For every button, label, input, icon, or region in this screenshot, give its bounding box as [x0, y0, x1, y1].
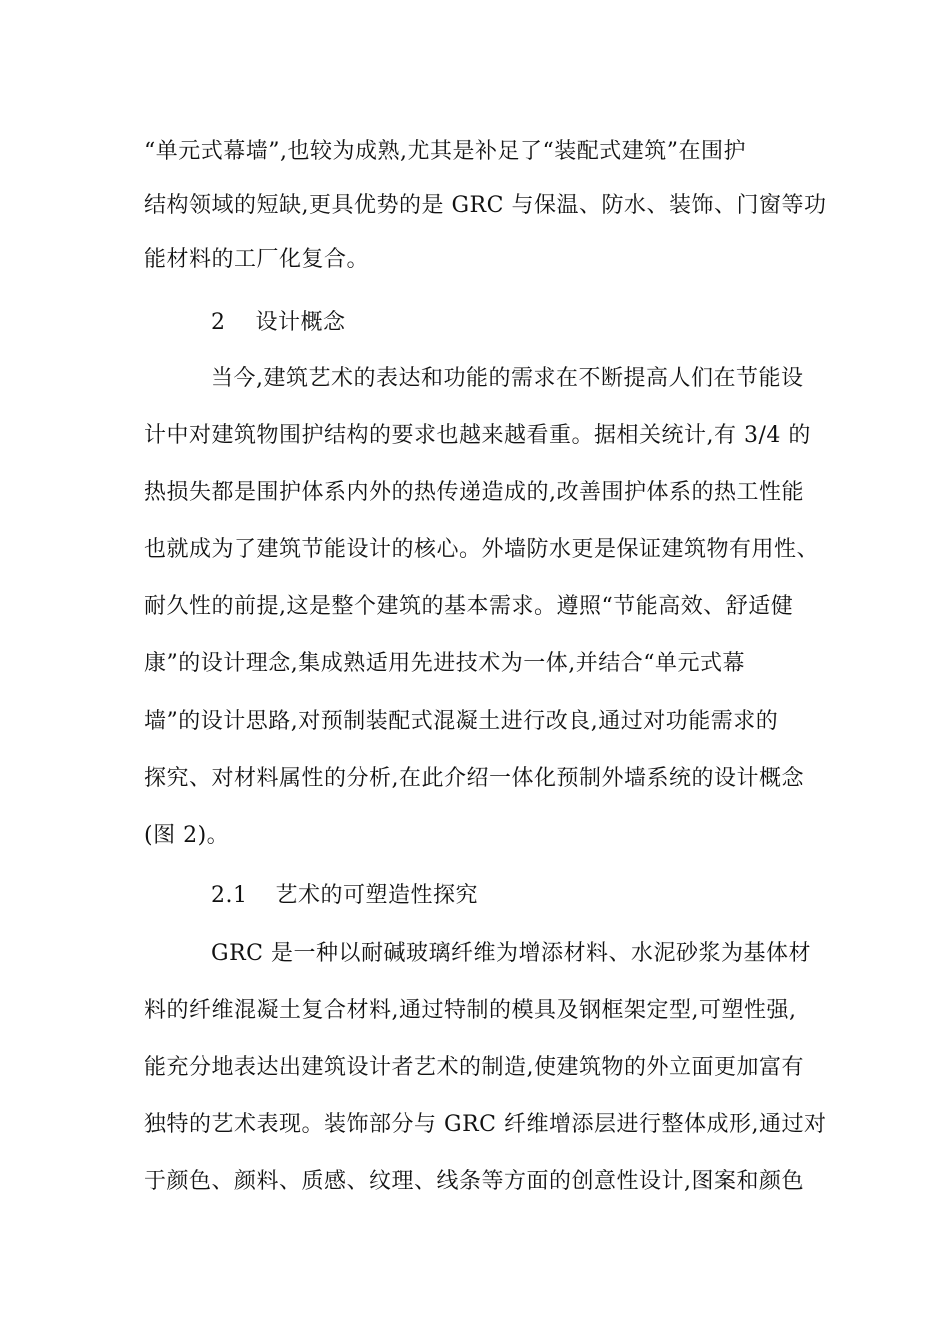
section-heading-2-1	[211, 883, 478, 909]
subsection-title: 艺术的可塑造性探究	[275, 883, 479, 908]
paragraph-3-line-2: 料的纤维混凝土复合材料,通过特制的模具及钢框架定型,可塑性强,	[144, 998, 797, 1023]
paragraph-2-line-7: 墙”的设计思路,对预制装配式混凝土进行改良,通过对功能需求的	[144, 709, 779, 734]
paragraph-2-line-8: 探究、对材料属性的分析,在此介绍一体化预制外墙系统的设计概念	[144, 766, 804, 791]
paragraph-2-line-6: 康”的设计理念,集成熟适用先进技术为一体,并结合“单元式幕	[144, 651, 745, 676]
section-number: 2	[211, 310, 226, 335]
section-title: 设计概念	[255, 310, 346, 335]
paragraph-2-line-1: 当今,建筑艺术的表达和功能的需求在不断提高人们在节能设	[211, 366, 804, 391]
paragraph-2-line-3: 热损失都是围护体系内外的热传递造成的,改善围护体系的热工性能	[144, 480, 804, 505]
paragraph-2-line-5: 耐久性的前提,这是整个建筑的基本需求。遵照“节能高效、舒适健	[144, 594, 794, 619]
paragraph-3-line-1: GRC 是一种以耐碱玻璃纤维为增添材料、水泥砂浆为基体材	[211, 941, 811, 966]
paragraph-2-line-2: 计中对建筑物围护结构的要求也越来越看重。据相关统计,有 3/4 的	[144, 423, 811, 448]
paragraph-2-line-4: 也就成为了建筑节能设计的核心。外墙防水更是保证建筑物有用性、	[144, 537, 820, 562]
paragraph-3-line-3: 能充分地表达出建筑设计者艺术的制造,使建筑物的外立面更加富有	[144, 1055, 804, 1080]
paragraph-1-line-1: “单元式幕墙”,也较为成熟,尤其是补足了“装配式建筑”在围护	[144, 139, 746, 164]
paragraph-1-line-2: 结构领域的短缺,更具优势的是 GRC 与保温、防水、装饰、门窗等功	[144, 193, 827, 218]
paragraph-2-line-9: (图 2)。	[144, 823, 230, 848]
paragraph-3-line-5: 于颜色、颜料、质感、纹理、线条等方面的创意性设计,图案和颜色	[144, 1169, 804, 1194]
section-heading-2	[211, 310, 346, 336]
paragraph-1-line-3: 能材料的工厂化复合。	[144, 247, 370, 272]
subsection-number: 2.1	[211, 883, 248, 908]
paragraph-3-line-4: 独特的艺术表现。装饰部分与 GRC 纤维增添层进行整体成形,通过对	[144, 1112, 827, 1137]
